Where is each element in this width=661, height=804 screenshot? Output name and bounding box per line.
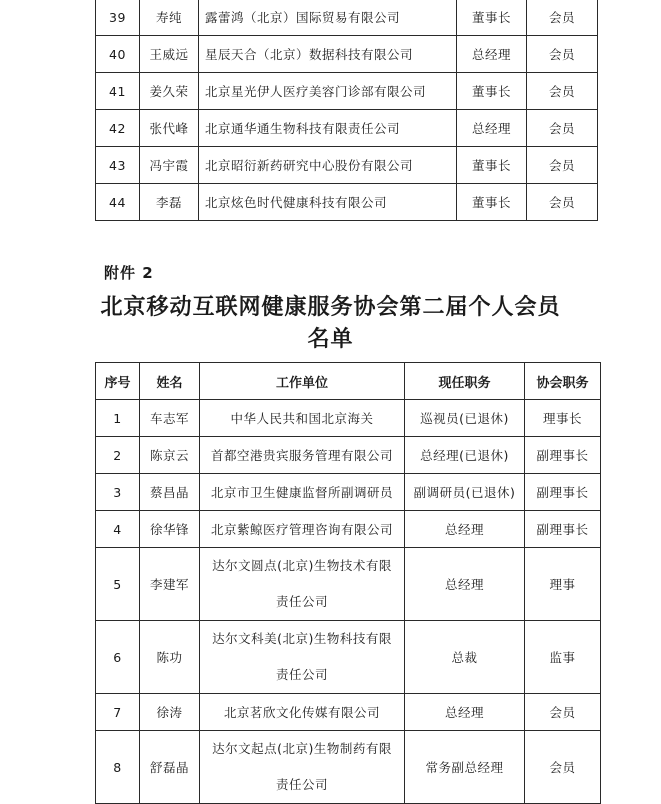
row-number: 42 — [96, 110, 140, 147]
work-unit-line-2: 责任公司 — [275, 667, 328, 682]
member-name: 徐华锋 — [140, 511, 200, 548]
association-role: 会员 — [527, 184, 598, 221]
association-role: 理事长 — [525, 400, 601, 437]
work-unit — [200, 548, 405, 621]
member-name: 陈京云 — [140, 437, 200, 474]
individual-member-table — [95, 362, 601, 804]
row-number: 4 — [96, 511, 140, 548]
member-name: 冯宇霞 — [140, 147, 199, 184]
association-role: 副理事长 — [525, 474, 601, 511]
work-unit: 北京通华通生物科技有限责任公司 — [199, 110, 457, 147]
work-unit: 北京紫鲸医疗管理咨询有限公司 — [200, 511, 405, 548]
table-row — [96, 147, 598, 184]
row-number: 3 — [96, 474, 140, 511]
row-number: 41 — [96, 73, 140, 110]
header-unit: 工作单位 — [200, 363, 405, 400]
current-position: 总经理 — [405, 694, 525, 731]
work-unit: 北京昭衍新药研究中心股份有限公司 — [199, 147, 457, 184]
row-number: 2 — [96, 437, 140, 474]
current-position: 总经理(已退休) — [405, 437, 525, 474]
association-role: 会员 — [527, 73, 598, 110]
work-unit: 露蕾鸿（北京）国际贸易有限公司 — [199, 0, 457, 36]
association-role: 会员 — [527, 0, 598, 36]
member-name: 舒磊晶 — [140, 731, 200, 804]
row-number: 39 — [96, 0, 140, 36]
table-row — [96, 36, 598, 73]
table-row — [96, 73, 598, 110]
association-role: 会员 — [525, 731, 601, 804]
current-position: 董事长 — [457, 0, 527, 36]
document-title-line-1: 北京移动互联网健康服务协会第二届个人会员 — [100, 295, 561, 320]
member-name: 李磊 — [140, 184, 199, 221]
header-position: 现任职务 — [405, 363, 525, 400]
row-number: 5 — [96, 548, 140, 621]
association-role: 会员 — [527, 110, 598, 147]
table-row — [96, 731, 601, 804]
work-unit — [200, 731, 405, 804]
work-unit: 北京星光伊人医疗美容门诊部有限公司 — [199, 73, 457, 110]
row-number: 7 — [96, 694, 140, 731]
table-row — [96, 694, 601, 731]
row-number: 8 — [96, 731, 140, 804]
table-row — [96, 548, 601, 621]
current-position: 总经理 — [457, 36, 527, 73]
header-no: 序号 — [96, 363, 140, 400]
member-name: 徐涛 — [140, 694, 200, 731]
work-unit-line-1: 达尔文科美(北京)生物科技有限 — [212, 631, 392, 646]
current-position: 总经理 — [457, 110, 527, 147]
association-role: 副理事长 — [525, 511, 601, 548]
row-number: 44 — [96, 184, 140, 221]
work-unit: 星辰天合（北京）数据科技有限公司 — [199, 36, 457, 73]
work-unit — [200, 621, 405, 694]
current-position: 总裁 — [405, 621, 525, 694]
work-unit-line-2: 责任公司 — [275, 594, 328, 609]
member-name: 蔡昌晶 — [140, 474, 200, 511]
current-position: 副调研员(已退休) — [405, 474, 525, 511]
table-row — [96, 184, 598, 221]
association-role: 会员 — [527, 147, 598, 184]
association-role: 会员 — [527, 36, 598, 73]
work-unit: 北京茗欣文化传媒有限公司 — [200, 694, 405, 731]
table-row — [96, 110, 598, 147]
work-unit-line-1: 达尔文起点(北京)生物制药有限 — [212, 741, 392, 756]
table-row — [96, 474, 601, 511]
current-position: 巡视员(已退休) — [405, 400, 525, 437]
member-table-continued — [95, 0, 598, 221]
member-name: 车志军 — [140, 400, 200, 437]
table-row — [96, 437, 601, 474]
work-unit-line-1: 达尔文圆点(北京)生物技术有限 — [212, 558, 392, 573]
table-row — [96, 0, 598, 36]
current-position: 董事长 — [457, 184, 527, 221]
member-name: 王威远 — [140, 36, 199, 73]
work-unit-line-2: 责任公司 — [275, 777, 328, 792]
table-header-row — [96, 363, 601, 400]
work-unit: 北京市卫生健康监督所副调研员 — [200, 474, 405, 511]
attachment-label: 附件 2 — [104, 264, 154, 282]
row-number: 43 — [96, 147, 140, 184]
current-position: 常务副总经理 — [405, 731, 525, 804]
member-name: 姜久荣 — [140, 73, 199, 110]
work-unit: 北京炫色时代健康科技有限公司 — [199, 184, 457, 221]
row-number: 6 — [96, 621, 140, 694]
association-role: 监事 — [525, 621, 601, 694]
document-title-line-2: 名单 — [307, 327, 354, 352]
header-name: 姓名 — [140, 363, 200, 400]
member-name: 陈功 — [140, 621, 200, 694]
table-row — [96, 511, 601, 548]
member-name: 李建军 — [140, 548, 200, 621]
current-position: 董事长 — [457, 147, 527, 184]
member-name: 寿纯 — [140, 0, 199, 36]
current-position: 总经理 — [405, 548, 525, 621]
header-role: 协会职务 — [525, 363, 601, 400]
association-role: 副理事长 — [525, 437, 601, 474]
table-row — [96, 400, 601, 437]
current-position: 总经理 — [405, 511, 525, 548]
association-role: 理事 — [525, 548, 601, 621]
table-row — [96, 621, 601, 694]
row-number: 40 — [96, 36, 140, 73]
work-unit: 中华人民共和国北京海关 — [200, 400, 405, 437]
current-position: 董事长 — [457, 73, 527, 110]
association-role: 会员 — [525, 694, 601, 731]
work-unit: 首都空港贵宾服务管理有限公司 — [200, 437, 405, 474]
row-number: 1 — [96, 400, 140, 437]
member-name: 张代峰 — [140, 110, 199, 147]
